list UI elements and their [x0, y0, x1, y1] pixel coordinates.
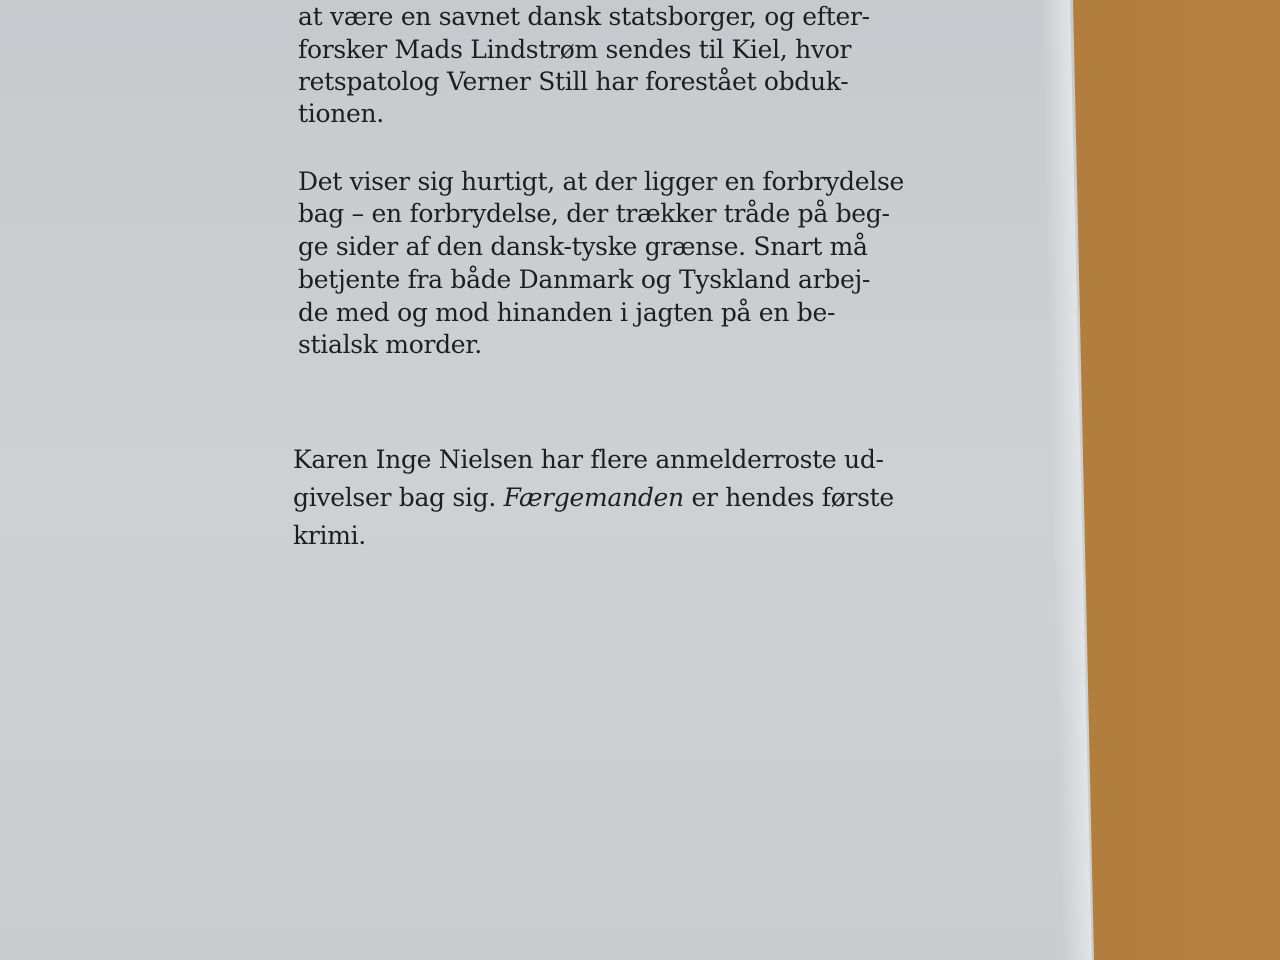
text-line: ge sider af den dansk-tyske grænse. Snart må	[298, 232, 868, 261]
text-line: de med og mod hinanden i jagten på en be-	[298, 298, 836, 327]
text-line: bag – en forbrydelse, der trækker tråde på beg-	[298, 199, 890, 228]
text-line: at være en savnet dansk statsborger, og efter-	[298, 2, 870, 31]
text-line: tionen.	[298, 99, 384, 128]
text-line	[293, 483, 894, 512]
text-line: betjente fra både Danmark og Tyskland arbej-	[298, 265, 871, 294]
text-line: retspatolog Verner Still har forestået obduk-	[298, 67, 849, 96]
text-span: er hendes første	[683, 483, 894, 512]
text-line: forsker Mads Lindstrøm sendes til Kiel, hvor	[298, 35, 852, 64]
book-title: Færgemanden	[503, 483, 684, 512]
text-line: stialsk morder.	[298, 330, 482, 359]
text-line: krimi.	[293, 521, 366, 550]
text-line: Karen Inge Nielsen har flere anmelderroste ud-	[293, 445, 884, 474]
text-line: Det viser sig hurtigt, at der ligger en forbrydelse	[298, 167, 904, 196]
text-span: givelser bag sig.	[293, 483, 504, 512]
